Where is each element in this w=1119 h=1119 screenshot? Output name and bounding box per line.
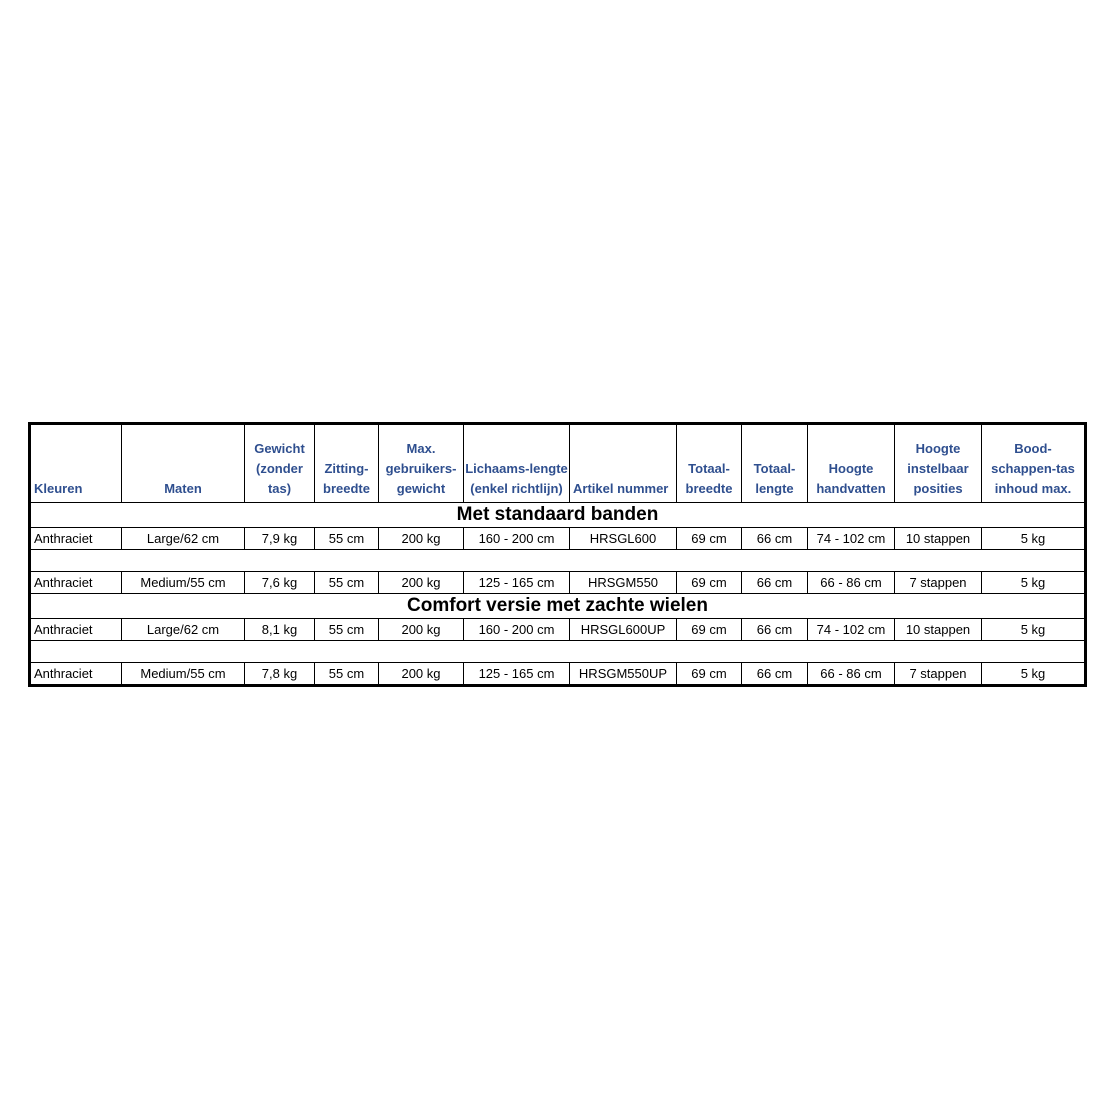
table-cell: 5 kg [982,572,1086,594]
table-cell: 69 cm [677,663,742,686]
table-cell: 7,6 kg [245,572,315,594]
table-cell: 200 kg [379,528,464,550]
table-cell: 66 - 86 cm [808,572,895,594]
table-cell: Anthraciet [30,572,122,594]
spacer-cell [30,641,1086,663]
table-cell: 200 kg [379,663,464,686]
table-cell: 66 - 86 cm [808,663,895,686]
table-cell: 7,8 kg [245,663,315,686]
table-cell: HRSGL600 [570,528,677,550]
table-cell: 5 kg [982,528,1086,550]
table-cell: 55 cm [315,528,379,550]
table-cell: 125 - 165 cm [464,663,570,686]
spacer-cell [30,550,1086,572]
header-cell: Zitting-breedte [315,424,379,503]
header-cell: Artikel nummer [570,424,677,503]
table-cell: Anthraciet [30,528,122,550]
table-row [30,528,1086,550]
header-cell: Hoogte handvatten [808,424,895,503]
section-title: Comfort versie met zachte wielen [30,594,1086,619]
table-cell: Medium/55 cm [122,572,245,594]
table-cell: Large/62 cm [122,619,245,641]
table-cell: 160 - 200 cm [464,528,570,550]
table-cell: 7 stappen [895,572,982,594]
table-cell: HRSGL600UP [570,619,677,641]
table-cell: 69 cm [677,572,742,594]
spacer-row [30,641,1086,663]
table-cell: 66 cm [742,619,808,641]
table-cell: 55 cm [315,663,379,686]
table-cell: 7,9 kg [245,528,315,550]
table-cell: 10 stappen [895,528,982,550]
header-cell: Max. gebruikers-gewicht [379,424,464,503]
spec-table [28,422,1087,687]
table-cell: 5 kg [982,663,1086,686]
table-cell: 7 stappen [895,663,982,686]
table-cell: 74 - 102 cm [808,528,895,550]
table-cell: 125 - 165 cm [464,572,570,594]
table-cell: 55 cm [315,572,379,594]
table-cell: Anthraciet [30,663,122,686]
table-cell: HRSGM550UP [570,663,677,686]
spacer-row [30,550,1086,572]
table-cell: 200 kg [379,572,464,594]
table-cell: 66 cm [742,572,808,594]
header-cell: Lichaams-lengte (enkel richtlijn) [464,424,570,503]
section-title: Met standaard banden [30,503,1086,528]
header-cell: Gewicht (zonder tas) [245,424,315,503]
header-cell: Bood-schappen-tas inhoud max. [982,424,1086,503]
table-cell: 5 kg [982,619,1086,641]
table-cell: 55 cm [315,619,379,641]
table-cell: 69 cm [677,528,742,550]
table-cell: 66 cm [742,663,808,686]
table-cell: 160 - 200 cm [464,619,570,641]
header-cell: Hoogte instelbaar posities [895,424,982,503]
header-cell: Totaal-breedte [677,424,742,503]
header-cell: Totaal-lengte [742,424,808,503]
table-cell: 10 stappen [895,619,982,641]
section-title-row [30,594,1086,619]
table-cell: 69 cm [677,619,742,641]
table-cell: Medium/55 cm [122,663,245,686]
section-title-row [30,503,1086,528]
table-row [30,663,1086,686]
spec-body [30,503,1086,686]
table-row [30,619,1086,641]
header-cell: Kleuren [30,424,122,503]
table-cell: Anthraciet [30,619,122,641]
table-cell: Large/62 cm [122,528,245,550]
table-cell: 74 - 102 cm [808,619,895,641]
table-row [30,572,1086,594]
table-cell: 8,1 kg [245,619,315,641]
table-cell: 66 cm [742,528,808,550]
header-cell: Maten [122,424,245,503]
table-cell: 200 kg [379,619,464,641]
header-row [30,424,1086,503]
table-cell: HRSGM550 [570,572,677,594]
